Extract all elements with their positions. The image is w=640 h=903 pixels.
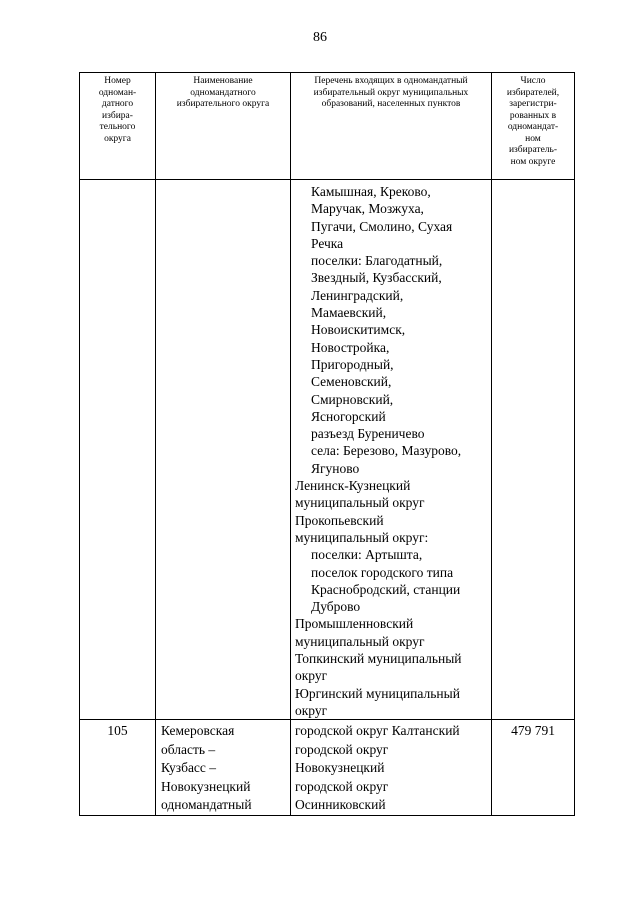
list-item: Промышленновский — [295, 616, 414, 632]
page-number: 86 — [313, 30, 327, 45]
list-item: муниципальный округ — [295, 495, 425, 511]
list-item: Новокузнецкий — [295, 760, 385, 776]
list-item: Юргинский муниципальный — [295, 685, 460, 701]
list-item: поселки: Благодатный, — [311, 253, 443, 269]
districts-table — [79, 72, 575, 816]
list-item: села: Березово, Мазурово, — [311, 443, 462, 459]
list-item: округ — [295, 668, 328, 684]
header-district-number: Номер одноман- датного избира- тельного округа — [80, 73, 156, 180]
list-item: округ — [295, 702, 328, 718]
list-item: Звездный, Кузбасский, — [311, 270, 442, 286]
list-item: поселки: Артышта, — [311, 547, 423, 563]
list-item: Мамаевский, — [311, 305, 387, 321]
list-item: Новоискитимск, — [311, 322, 406, 338]
list-item: городской округ Калтанский — [295, 723, 460, 739]
list-item: Ленинск-Кузнецкий — [295, 478, 411, 494]
list-item: Ягуново — [311, 460, 360, 476]
list-item: Дуброво — [311, 599, 361, 615]
table-header-row — [80, 73, 575, 180]
list-item: муниципальный округ: — [295, 529, 429, 545]
list-item: Камышная, Креково, — [311, 184, 431, 199]
table-row-105 — [80, 720, 575, 816]
list-item: Ленинградский, — [311, 287, 404, 303]
list-item: городской округ — [295, 778, 389, 794]
list-item: Осинниковский — [295, 797, 386, 813]
list-item: городской округ — [295, 741, 389, 757]
header-voters-count: Число избирателей, зарегистри- рованных в одномандат- ном избиратель- ном округе — [492, 73, 575, 180]
list-item: Топкинский муниципальный — [295, 651, 462, 667]
district-number: 105 — [80, 720, 156, 816]
list-item: Краснобродский, станции — [311, 581, 461, 597]
list-item: Пригородный, — [311, 356, 394, 372]
list-item: Ясногорский — [311, 408, 386, 424]
list-item: муниципальный округ — [295, 633, 425, 649]
list-item: Новостройка, — [311, 339, 390, 355]
continued-voters-cell — [492, 180, 575, 720]
district-voters-count: 479 791 — [492, 720, 575, 816]
list-item: Пугачи, Смолино, Сухая — [311, 218, 453, 234]
list-item: поселок городского типа — [311, 564, 454, 580]
header-municipalities-list: Перечень входящих в одномандатный избирательный округ муниципальных образований, населенных пунктов — [291, 73, 492, 180]
list-item: Прокопьевский — [295, 512, 384, 528]
list-item: Смирновский, — [311, 391, 394, 407]
header-district-name: Наименование одномандатного избирательного округа — [156, 73, 291, 180]
list-item: Маручак, Мозжуха, — [311, 201, 424, 217]
list-item: разъезд Буреничево — [311, 426, 425, 442]
district-list — [291, 720, 492, 816]
continued-list-cell — [291, 180, 492, 720]
continued-number-cell — [80, 180, 156, 720]
continued-name-cell — [156, 180, 291, 720]
list-item: Семеновский, — [311, 374, 392, 390]
district-name: Кемеровская область – Кузбасс – Новокузнецкий одномандатный — [156, 720, 291, 816]
list-item: Речка — [311, 235, 344, 251]
table-row-continued — [80, 180, 575, 720]
